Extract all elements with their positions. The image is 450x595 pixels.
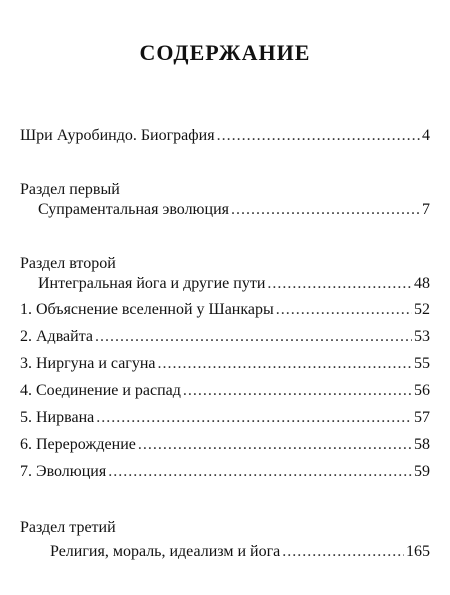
entry-page: 4: [422, 127, 430, 144]
entry-page: 53: [414, 328, 430, 345]
entry-page: 58: [414, 436, 430, 453]
leader-dots: [96, 408, 412, 428]
leader-dots: [138, 435, 412, 455]
leader-dots: [231, 200, 420, 220]
toc-entry-2[interactable]: [20, 327, 430, 347]
entry-page: 48: [414, 275, 430, 292]
entry-title: Интегральная йога и другие пути: [38, 275, 266, 292]
entry-page: 57: [414, 409, 430, 426]
section-heading-2: Раздел второй: [20, 255, 116, 272]
toc-entry-4[interactable]: [20, 381, 430, 401]
toc-entry-integral-yoga[interactable]: [38, 274, 430, 294]
toc-entry-1[interactable]: [20, 300, 430, 320]
leader-dots: [276, 300, 412, 320]
entry-title: 1. Объяснение вселенной у Шанкары: [20, 301, 274, 318]
entry-page: 7: [422, 201, 430, 218]
toc-entry-7[interactable]: [20, 462, 430, 482]
leader-dots: [282, 542, 404, 562]
section-heading-1: Раздел первый: [20, 181, 120, 198]
entry-page: 56: [414, 382, 430, 399]
entry-page: 59: [414, 463, 430, 480]
entry-title: 3. Ниргуна и сагуна: [20, 355, 156, 372]
entry-title: Супраментальная эволюция: [38, 201, 229, 218]
leader-dots: [158, 354, 412, 374]
toc-entry-5[interactable]: [20, 408, 430, 428]
leader-dots: [183, 381, 412, 401]
page-title: СОДЕРЖАНИЕ: [139, 40, 311, 65]
entry-title: 7. Эволюция: [20, 463, 107, 480]
leader-dots: [267, 274, 412, 294]
toc-entry-6[interactable]: [20, 435, 430, 455]
section-heading-3: Раздел третий: [20, 519, 116, 536]
entry-page: 55: [414, 355, 430, 372]
toc-entry-3[interactable]: [20, 354, 430, 374]
entry-title: 4. Соединение и распад: [20, 382, 181, 399]
entry-page: 165: [406, 543, 430, 560]
toc-entry-biography[interactable]: [20, 126, 430, 146]
entry-title: 5. Нирвана: [20, 409, 95, 426]
leader-dots: [217, 126, 420, 146]
entry-title: 2. Адвайта: [20, 328, 93, 345]
entry-page: 52: [414, 301, 430, 318]
toc-entry-religion[interactable]: [50, 542, 430, 562]
toc-entry-supramental[interactable]: [38, 200, 430, 220]
leader-dots: [95, 327, 412, 347]
entry-title: Религия, мораль, идеализм и йога: [50, 543, 281, 560]
entry-title: 6. Перерождение: [20, 436, 136, 453]
entry-title: Шри Ауробиндо. Биография: [20, 127, 215, 144]
leader-dots: [108, 462, 412, 482]
